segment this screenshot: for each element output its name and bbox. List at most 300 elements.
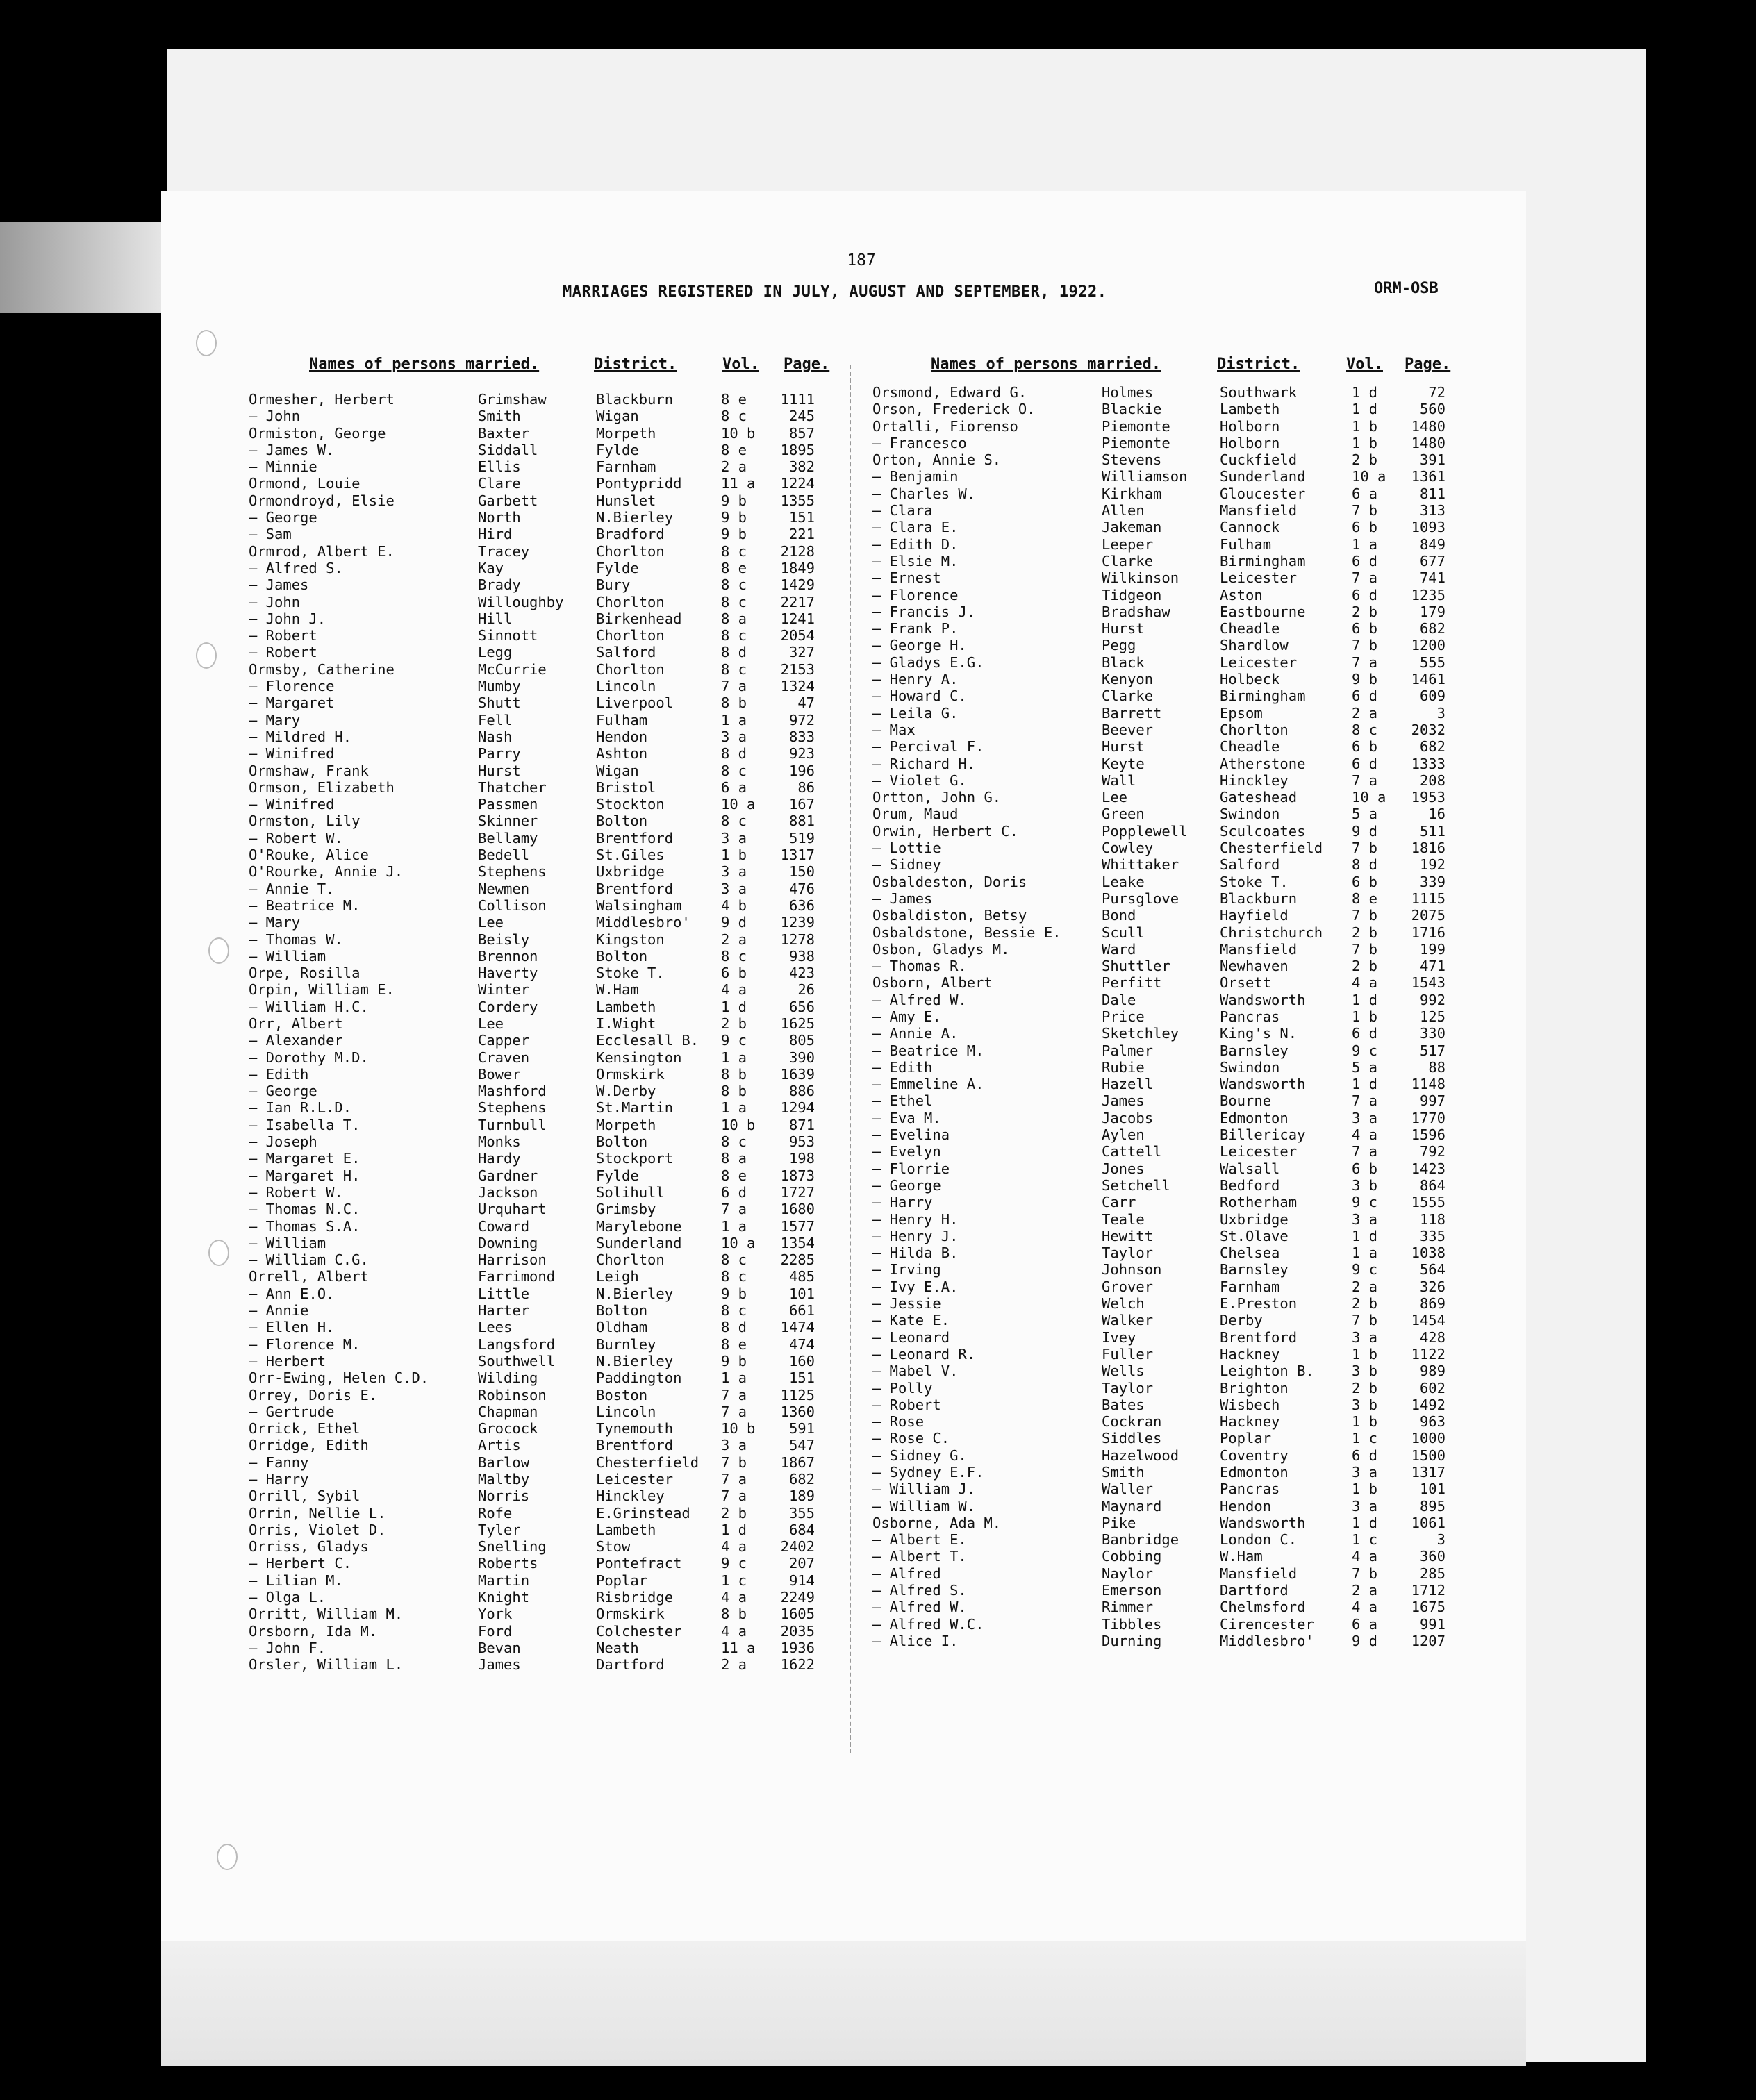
surname-forename: Orum, Maud	[872, 806, 959, 823]
surname-forename: — George H.	[872, 637, 967, 654]
surname-forename: — Olga L.	[249, 1589, 326, 1606]
page-ref: 1429	[780, 576, 815, 594]
volume: 9 d	[1352, 1632, 1378, 1649]
register-entry-row	[249, 1522, 825, 1538]
register-entry-row	[249, 1640, 825, 1656]
volume: 11 a	[721, 1639, 756, 1656]
district: Sunderland	[596, 1234, 682, 1251]
page-ref: 2402	[780, 1538, 815, 1556]
register-entry-row	[872, 1380, 1456, 1397]
page-ref: 1093	[1411, 519, 1446, 536]
page-ref: 1461	[1411, 671, 1446, 688]
surname-forename: — Fanny	[249, 1453, 309, 1471]
spouse-surname: Dale	[1102, 991, 1136, 1008]
surname-forename: Orritt, William M.	[249, 1606, 404, 1623]
surname-forename: — Evelyn	[872, 1143, 941, 1160]
spouse-surname: Sketchley	[1102, 1025, 1179, 1042]
page-ref: 1278	[780, 931, 815, 948]
page-ref: 360	[1419, 1548, 1446, 1565]
volume: 3 a	[721, 863, 747, 881]
register-entry-row	[249, 1319, 825, 1335]
register-entry-row	[872, 1430, 1456, 1447]
surname-forename: — Sydney E.F.	[872, 1464, 984, 1481]
register-entry-row	[249, 1032, 825, 1049]
volume: 1 d	[721, 1521, 747, 1538]
surname-forename: Osborne, Ada M.	[872, 1514, 1002, 1531]
volume: 10 b	[721, 424, 756, 442]
register-entry-row	[249, 712, 825, 728]
volume: 8 c	[721, 627, 747, 644]
volume: 2 b	[1352, 603, 1378, 620]
volume: 8 c	[721, 812, 747, 830]
surname-forename: — Robert	[249, 627, 317, 644]
register-entry-row	[872, 1278, 1456, 1295]
surname-forename: — Francis J.	[872, 603, 976, 620]
surname-forename: — Margaret H.	[249, 1167, 361, 1184]
volume: 10 a	[721, 1234, 756, 1251]
surname-forename: — Eva M.	[872, 1109, 941, 1126]
page-ref: 519	[788, 829, 815, 847]
page-ref: 1474	[780, 1319, 815, 1336]
volume: 2 b	[721, 1504, 747, 1522]
surname-forename: — Max	[872, 721, 916, 738]
spouse-surname: Lee	[478, 914, 504, 931]
spouse-surname: Robinson	[478, 1386, 547, 1403]
surname-forename: — William	[249, 1234, 326, 1251]
district: Chorlton	[596, 1251, 665, 1269]
page-ref: 1596	[1411, 1126, 1446, 1144]
spouse-surname: Haverty	[478, 965, 538, 982]
district: Swindon	[1220, 806, 1280, 823]
page-ref: 857	[788, 424, 815, 442]
page-ref: 1038	[1411, 1244, 1446, 1262]
register-entry-row	[872, 974, 1456, 991]
register-entry-row	[249, 914, 825, 931]
surname-forename: — Lottie	[872, 840, 941, 857]
volume: 1 d	[1352, 1076, 1378, 1093]
volume: 7 a	[1352, 1143, 1378, 1160]
page-ref: 1224	[780, 475, 815, 492]
volume: 6 d	[721, 1183, 747, 1201]
district: Edmonton	[1220, 1464, 1289, 1481]
volume: 7 b	[1352, 637, 1378, 654]
district: Fulham	[596, 711, 648, 728]
district: Wandsworth	[1220, 991, 1306, 1008]
district: Shardlow	[1220, 637, 1289, 654]
surname-forename: Orwin, Herbert C.	[872, 822, 1018, 840]
district: Bolton	[596, 947, 648, 965]
volume: 8 e	[721, 1167, 747, 1184]
volume: 7 a	[1352, 653, 1378, 671]
district: Lambeth	[596, 1521, 656, 1538]
page-ref: 972	[788, 711, 815, 728]
spouse-surname: Rofe	[478, 1504, 513, 1522]
register-entry-row	[249, 1420, 825, 1437]
volume: 2 b	[721, 1015, 747, 1032]
surname-forename: — Margaret	[249, 694, 335, 712]
spouse-surname: Durning	[1102, 1632, 1162, 1649]
volume: 3 a	[1352, 1328, 1378, 1346]
spouse-surname: Siddall	[478, 441, 538, 458]
surname-forename: — Florence	[872, 586, 959, 603]
register-entry-row	[872, 1362, 1456, 1379]
register-entry-row	[249, 560, 825, 576]
page-ref: 1500	[1411, 1447, 1446, 1464]
surname-forename: Orsmond, Edward G.	[872, 384, 1027, 401]
spouse-surname: Lee	[1102, 789, 1128, 806]
register-entry-row	[872, 1312, 1456, 1328]
surname-forename: — Francesco	[872, 434, 967, 451]
volume: 8 e	[721, 391, 747, 408]
page-ref: 886	[788, 1083, 815, 1100]
page-ref: 560	[1419, 401, 1446, 418]
volume: 1 a	[721, 711, 747, 728]
district: Southwark	[1220, 384, 1298, 401]
volume: 1 b	[1352, 1481, 1378, 1498]
surname-forename: Osbaldstone, Bessie E.	[872, 924, 1061, 941]
district: Walsall	[1220, 1160, 1280, 1177]
register-entry-row	[872, 722, 1456, 738]
spouse-surname: Nash	[478, 728, 513, 745]
page-ref: 330	[1419, 1025, 1446, 1042]
page-ref: 1355	[780, 492, 815, 509]
register-entry-row	[249, 1538, 825, 1555]
register-entry-row	[249, 948, 825, 965]
district: N.Bierley	[596, 509, 674, 526]
spouse-surname: Skinner	[478, 812, 538, 830]
spouse-surname: Mumby	[478, 678, 521, 695]
district: Poplar	[596, 1572, 648, 1589]
surname-forename: — Edith	[872, 1058, 933, 1076]
register-entry-row	[249, 965, 825, 981]
page-ref: 1111	[780, 391, 815, 408]
page-ref: 150	[788, 863, 815, 881]
district: Stoke T.	[1220, 873, 1289, 890]
surname-forename: Ormiston, George	[249, 424, 386, 442]
district: Leicester	[1220, 569, 1298, 587]
district: London C.	[1220, 1531, 1298, 1549]
register-entry-row	[249, 981, 825, 998]
page-ref: 1716	[1411, 924, 1446, 941]
spouse-surname: Maynard	[1102, 1497, 1162, 1515]
page-ref: 564	[1419, 1261, 1446, 1278]
register-entry-row	[872, 1582, 1456, 1599]
page-ref: 428	[1419, 1328, 1446, 1346]
register-entry-row	[872, 823, 1456, 840]
spouse-surname: Emerson	[1102, 1582, 1162, 1599]
spouse-surname: Wells	[1102, 1362, 1145, 1380]
volume: 2 a	[721, 458, 747, 476]
spouse-surname: Whittaker	[1102, 856, 1179, 874]
page-ref: 2035	[780, 1622, 815, 1640]
district: Bolton	[596, 1133, 648, 1151]
district: Chorlton	[596, 660, 665, 678]
surname-forename: — Florence M.	[249, 1335, 361, 1353]
spouse-surname: Tibbles	[1102, 1615, 1162, 1633]
volume: 2 b	[1352, 958, 1378, 975]
page-ref: 684	[788, 1521, 815, 1538]
register-entry-row	[249, 1336, 825, 1353]
district: Stockton	[596, 796, 665, 813]
register-entry-row	[249, 812, 825, 829]
volume: 7 b	[721, 1453, 747, 1471]
surname-forename: — Annie T.	[249, 880, 335, 897]
spouse-surname: Craven	[478, 1049, 530, 1066]
spouse-surname: Johnson	[1102, 1261, 1162, 1278]
volume: 1 d	[1352, 1514, 1378, 1531]
page-ref: 1200	[1411, 637, 1446, 654]
page-ref: 1873	[780, 1167, 815, 1184]
surname-forename: — Florrie	[872, 1160, 950, 1177]
surname-forename: Orrell, Albert	[249, 1268, 369, 1285]
spouse-surname: Barlow	[478, 1453, 530, 1471]
register-entry-row	[872, 1329, 1456, 1346]
volume: 8 c	[721, 1251, 747, 1269]
volume: 8 e	[721, 559, 747, 576]
spouse-surname: Teale	[1102, 1210, 1145, 1228]
volume: 3 b	[1352, 1396, 1378, 1413]
page-ref: 991	[1419, 1615, 1446, 1633]
register-entry-row	[249, 442, 825, 458]
surname-forename: — Dorothy M.D.	[249, 1049, 369, 1066]
spouse-surname: Hazelwood	[1102, 1447, 1179, 1464]
page-ref: 16	[1428, 806, 1446, 823]
page-ref: 1294	[780, 1099, 815, 1117]
district: Edmonton	[1220, 1109, 1289, 1126]
register-entry-row	[872, 1143, 1456, 1160]
page-ref: 963	[1419, 1413, 1446, 1431]
district: Christchurch	[1220, 924, 1323, 941]
page-ref: 47	[797, 694, 815, 712]
page-ref: 1354	[780, 1234, 815, 1251]
volume: 8 d	[1352, 856, 1378, 874]
spouse-surname: Coward	[478, 1217, 530, 1235]
spouse-surname: Stephens	[478, 863, 547, 881]
district: Pancras	[1220, 1008, 1280, 1025]
surname-forename: — Alfred	[872, 1565, 941, 1582]
volume: 6 b	[1352, 738, 1378, 756]
surname-forename: — Robert	[249, 644, 317, 661]
district: Hunslet	[596, 492, 656, 509]
surname-forename: Ormond, Louie	[249, 475, 361, 492]
surname-forename: Ortalli, Fiorenso	[872, 417, 1018, 435]
district: Bolton	[596, 812, 648, 830]
page-ref: 881	[788, 812, 815, 830]
punch-hole	[217, 1844, 238, 1870]
district: Eastbourne	[1220, 603, 1306, 620]
page-ref: 1622	[780, 1656, 815, 1674]
page-ref: 833	[788, 728, 815, 745]
volume: 1 d	[1352, 1227, 1378, 1244]
register-entry-row	[872, 1548, 1456, 1565]
surname-forename: Orrill, Sybil	[249, 1488, 361, 1505]
spouse-surname: Collison	[478, 897, 547, 914]
surname-forename: — Joseph	[249, 1133, 317, 1151]
spouse-surname: Welch	[1102, 1295, 1145, 1312]
spouse-surname: Jacobs	[1102, 1109, 1154, 1126]
volume: 3 b	[1352, 1362, 1378, 1380]
page-ref: 26	[797, 981, 815, 999]
volume: 1 a	[721, 1099, 747, 1117]
register-entry-row	[249, 1066, 825, 1083]
district: Cannock	[1220, 519, 1280, 536]
register-entry-row	[872, 1092, 1456, 1109]
page-ref: 1324	[780, 678, 815, 695]
page-ref: 864	[1419, 1176, 1446, 1194]
register-entry-row	[872, 756, 1456, 772]
volume: 7 b	[1352, 1565, 1378, 1582]
district: Hayfield	[1220, 907, 1289, 924]
page-ref: 88	[1428, 1058, 1446, 1076]
surname-forename: — Beatrice M.	[872, 1042, 984, 1059]
spouse-surname: Hurst	[1102, 620, 1145, 638]
register-entry-row	[249, 1201, 825, 1217]
district: E.Preston	[1220, 1295, 1298, 1312]
district: Sunderland	[1220, 468, 1306, 485]
surname-forename: Orris, Violet D.	[249, 1521, 386, 1538]
spouse-surname: Green	[1102, 806, 1145, 823]
spouse-surname: Hurst	[1102, 738, 1145, 756]
volume: 6 a	[1352, 485, 1378, 502]
page-title: MARRIAGES REGISTERED IN JULY, AUGUST AND SEPTEMBER, 1922.	[563, 283, 1107, 301]
volume: 6 d	[1352, 552, 1378, 569]
page-ref: 2285	[780, 1251, 815, 1269]
page-ref: 355	[788, 1504, 815, 1522]
spouse-surname: James	[478, 1656, 521, 1674]
surname-forename: Orriss, Gladys	[249, 1538, 369, 1556]
page-ref: 285	[1419, 1565, 1446, 1582]
surname-forename: — Ivy E.A.	[872, 1278, 959, 1295]
volume: 8 c	[721, 1302, 747, 1319]
register-entry-row	[872, 1025, 1456, 1042]
right-header-page: Page.	[1405, 356, 1451, 373]
spouse-surname: Harrison	[478, 1251, 547, 1269]
volume: 1 b	[721, 847, 747, 864]
index-range-code: ORM-OSB	[1374, 280, 1439, 297]
register-entry-row	[872, 637, 1456, 653]
district: Lambeth	[596, 998, 656, 1015]
spouse-surname: Baxter	[478, 424, 530, 442]
page-ref: 849	[1419, 535, 1446, 553]
volume: 1 c	[1352, 1430, 1378, 1447]
spouse-surname: Beisly	[478, 931, 530, 948]
spouse-surname: Shuttler	[1102, 958, 1170, 975]
page-ref: 207	[788, 1555, 815, 1572]
spouse-surname: Blackie	[1102, 401, 1162, 418]
surname-forename: Osbon, Gladys M.	[872, 940, 1010, 958]
volume: 8 d	[721, 745, 747, 762]
page-ref: 471	[1419, 958, 1446, 975]
volume: 1 a	[1352, 1244, 1378, 1262]
register-entry-row	[872, 1464, 1456, 1481]
register-entry-row	[872, 620, 1456, 637]
spouse-surname: Artis	[478, 1437, 521, 1454]
volume: 3 a	[721, 880, 747, 897]
surname-forename: — Rose C.	[872, 1430, 950, 1447]
surname-forename: Ormsby, Catherine	[249, 660, 395, 678]
surname-forename: — Charles W.	[872, 485, 976, 502]
register-entry-row	[872, 1126, 1456, 1143]
right-entry-list	[872, 384, 1456, 1649]
page-ref: 992	[1419, 991, 1446, 1008]
register-entry-row	[249, 1589, 825, 1606]
volume: 7 a	[721, 1386, 747, 1403]
page-ref: 151	[788, 509, 815, 526]
spouse-surname: Naylor	[1102, 1565, 1154, 1582]
volume: 8 c	[721, 593, 747, 610]
spouse-surname: Taylor	[1102, 1379, 1154, 1397]
spouse-surname: Passmen	[478, 796, 538, 813]
page-ref: 1953	[1411, 789, 1446, 806]
page-ref: 1555	[1411, 1194, 1446, 1211]
district: Paddington	[596, 1369, 682, 1387]
register-entry-row	[249, 1117, 825, 1133]
surname-forename: — Clara	[872, 502, 933, 519]
spouse-surname: Stephens	[478, 1099, 547, 1117]
page-ref: 390	[788, 1049, 815, 1066]
register-entry-row	[872, 1042, 1456, 1059]
surname-forename: — Henry A.	[872, 671, 959, 688]
volume: 3 a	[1352, 1109, 1378, 1126]
surname-forename: Orr, Albert	[249, 1015, 343, 1032]
register-entry-row	[872, 941, 1456, 958]
district: Chelmsford	[1220, 1599, 1306, 1616]
district: Wandsworth	[1220, 1514, 1306, 1531]
volume: 1 a	[721, 1217, 747, 1235]
page-ref: 511	[1419, 822, 1446, 840]
register-entry-row	[872, 705, 1456, 722]
district: Chorlton	[1220, 721, 1289, 738]
spouse-surname: Kenyon	[1102, 671, 1154, 688]
page-ref: 2032	[1411, 721, 1446, 738]
district: Bradford	[596, 526, 665, 543]
register-entry-row	[249, 1049, 825, 1066]
page-ref: 997	[1419, 1092, 1446, 1110]
page-ref: 1936	[780, 1639, 815, 1656]
spouse-surname: Bellamy	[478, 829, 538, 847]
district: Uxbridge	[596, 863, 665, 881]
surname-forename: — Ann E.O.	[249, 1285, 335, 1302]
district: Uxbridge	[1220, 1210, 1289, 1228]
district: Hackney	[1220, 1413, 1280, 1431]
volume: 8 c	[721, 408, 747, 425]
spouse-surname: Bedell	[478, 847, 530, 864]
surname-forename: — Edith	[249, 1065, 309, 1083]
register-entry-row	[872, 1599, 1456, 1615]
register-entry-row	[249, 610, 825, 627]
district: Hinckley	[1220, 772, 1289, 789]
district: Neath	[596, 1639, 639, 1656]
page-ref: 591	[788, 1420, 815, 1438]
spouse-surname: Cowley	[1102, 840, 1154, 857]
district: Mansfield	[1220, 1565, 1298, 1582]
surname-forename: — Winifred	[249, 796, 335, 813]
surname-forename: — Robert W.	[249, 829, 343, 847]
register-entry-row	[249, 526, 825, 542]
surname-forename: — Herbert C.	[249, 1555, 352, 1572]
spouse-surname: Piemonte	[1102, 417, 1170, 435]
register-entry-row	[249, 1656, 825, 1673]
page-ref: 1867	[780, 1453, 815, 1471]
surname-forename: — Alfred S.	[872, 1582, 967, 1599]
register-entry-row	[872, 1447, 1456, 1464]
spouse-surname: Harter	[478, 1302, 530, 1319]
district: Morpeth	[596, 424, 656, 442]
surname-forename: Orrick, Ethel	[249, 1420, 361, 1438]
register-entry-row	[872, 992, 1456, 1008]
surname-forename: — Percival F.	[872, 738, 984, 756]
district: Hendon	[596, 728, 648, 745]
